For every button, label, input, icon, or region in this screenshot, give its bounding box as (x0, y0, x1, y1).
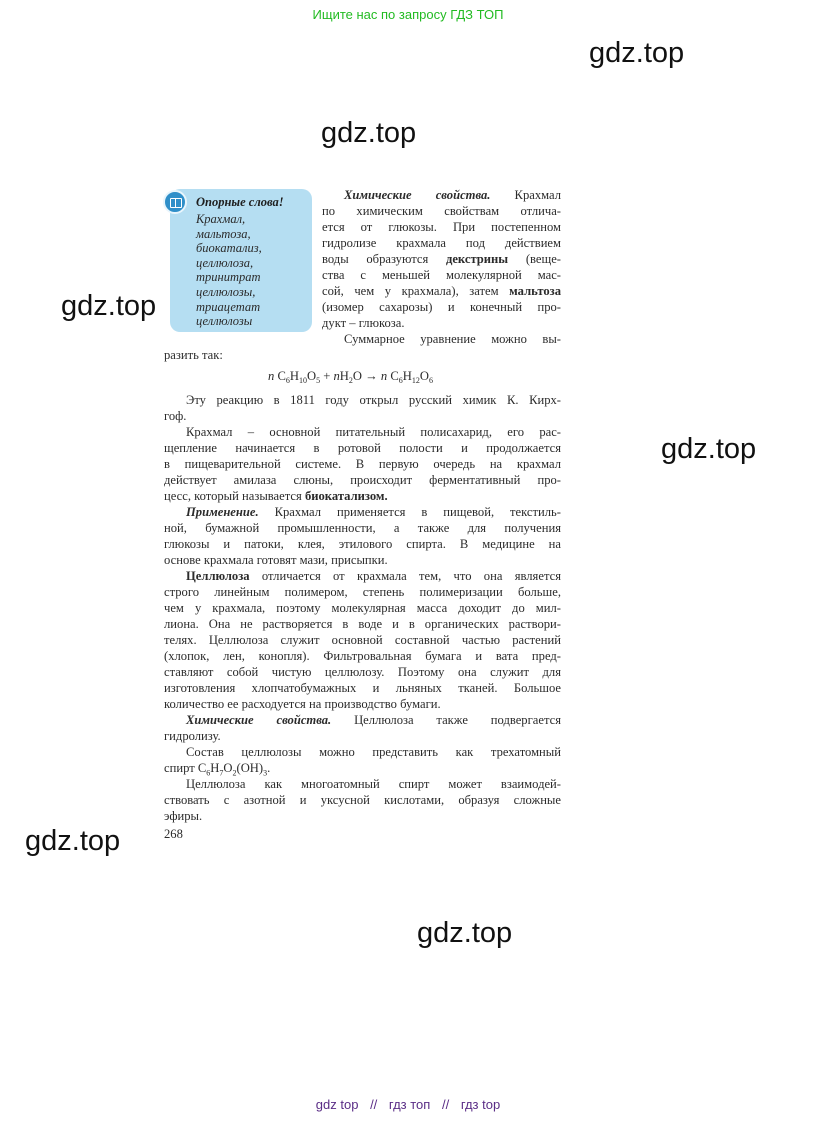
text-line: гоф. (164, 409, 187, 423)
top-search-link[interactable]: Ищите нас по запросу ГДЗ ТОП (312, 7, 504, 22)
text-line: ствовать с азотной и уксусной кислотами, образуя сложные (164, 793, 561, 807)
text-line: строго линейным полимером, степень полимеризации больше, (164, 585, 561, 599)
watermark: gdz.top (25, 825, 121, 857)
text-line: Целлюлоза отличается от крахмала тем, что она является (186, 569, 561, 583)
keywords-title: Опорные слова! (196, 195, 284, 209)
text-line: цесс, который называется биокатализом. (164, 489, 388, 503)
keyword: биокатализ, (196, 241, 262, 256)
term-biocatalysis: биокатализом. (304, 489, 388, 503)
text-line: (изомер сахарозы) и конечный про- (322, 300, 561, 314)
text-line: сой, чем у крахмала), затем мальтоза (322, 284, 561, 298)
text-line: глюкозы и патоки, клея, этилового спирта. В медицине на (164, 537, 561, 551)
text-line: ной, бумажной промышленности, а также для получения (164, 521, 561, 535)
text-line: ется от глюкозы. При постепенном (322, 220, 561, 234)
watermark: gdz.top (61, 290, 157, 322)
text-line: в пищеварительной системе. В первую очередь на крахмал (164, 457, 561, 471)
keyword: мальтоза, (196, 226, 251, 241)
book-icon (163, 190, 187, 214)
text-line: действует амилаза слюны, происходит ферментативный про- (164, 473, 561, 487)
hydrolysis-equation: n $C_6H_{10}O_5 + nH_2O \to n$ $C_6H_{12}O_6$ (268, 369, 433, 385)
text-line: Эту реакцию в 1811 году открыл русский химик К. Кирх- (186, 393, 561, 407)
keyword: целлюлоза, (196, 255, 254, 270)
text-line: ставляют собой чистую целлюлозу. Поэтому она служит для (164, 665, 561, 679)
text-line: Химические свойства. Крахмал (344, 188, 561, 202)
text-line: изготовления хлопчатобумажных и льняных тканей. Большое (164, 681, 561, 695)
watermark: gdz.top (417, 917, 513, 949)
page-number: 268 (164, 827, 183, 841)
text-line: разить так: (164, 348, 223, 362)
cellulose-formula: $C_6H_7O_2(OH)_3$. (197, 761, 271, 778)
text-line: дукт – глюкоза. (322, 316, 405, 330)
watermark: gdz.top (589, 37, 685, 69)
text-line: Состав целлюлозы можно представить как трехатомный (186, 745, 561, 759)
text-line: Суммарное уравнение можно вы- (344, 332, 561, 346)
text-line: гидролизе крахмала под действием (322, 236, 561, 250)
text-line: эфиры. (164, 809, 203, 823)
footer-separator: // (370, 1097, 378, 1112)
text-line: воды образуются декстрины (веще- (322, 252, 561, 266)
keywords-list (196, 212, 306, 329)
text-line: Целлюлоза как многоатомный спирт может взаимодей- (186, 777, 561, 791)
keyword: триацетат (196, 299, 261, 314)
footer-link[interactable]: гдз топ (388, 1097, 431, 1112)
text-line: ства с меньшей молекулярной мас- (322, 268, 561, 282)
term-dextrins: декстрины (445, 252, 509, 266)
text-line: щепление начинается в ротовой полости и продолжается (164, 441, 561, 455)
term-maltose: мальтоза (509, 284, 561, 298)
section-heading: Химические свойства. (344, 188, 491, 202)
keyword: целлюлозы (196, 314, 253, 329)
text-line: основе крахмала готовят мази, присыпки. (164, 553, 388, 567)
footer-separator: // (441, 1097, 450, 1112)
text-line: лиона. Она не растворяется в воде и в органических раствори- (164, 617, 561, 631)
text-line: чем у крахмала, поэтому молекулярная масса доходит до мил- (164, 601, 561, 615)
term-cellulose: Целлюлоза (186, 569, 250, 583)
text-line: Крахмал – основной питательный полисахарид, его рас- (186, 425, 561, 439)
text-line: количество ее расходуется на производство бумаги. (164, 697, 441, 711)
section-heading: Химические свойства. (186, 713, 332, 727)
watermark: gdz.top (321, 117, 417, 149)
footer-links (0, 1097, 816, 1112)
footer-link[interactable]: гдз top (460, 1097, 501, 1112)
keyword: целлюлозы, (196, 284, 256, 299)
footer-link[interactable]: gdz top (315, 1097, 359, 1112)
text-line: по химическим свойствам отлича- (322, 204, 561, 218)
watermark: gdz.top (661, 433, 757, 465)
text-line: Применение. Крахмал применяется в пищевой, текстиль- (186, 505, 561, 519)
text-line: спирт $C_6H_7O_2(OH)_3$. (164, 761, 271, 778)
section-heading: Применение. (186, 505, 259, 519)
text-line: (хлопок, лен, конопля). Фильтровальная бумага и вата пред- (164, 649, 561, 663)
keyword: тринитрат (196, 270, 261, 285)
text-line: гидролизу. (164, 729, 221, 743)
keyword: Крахмал, (196, 212, 246, 226)
text-line: телях. Целлюлоза служит основной составной частью растений (164, 633, 561, 647)
text-line: Химические свойства. Целлюлоза также подвергается (186, 713, 561, 727)
